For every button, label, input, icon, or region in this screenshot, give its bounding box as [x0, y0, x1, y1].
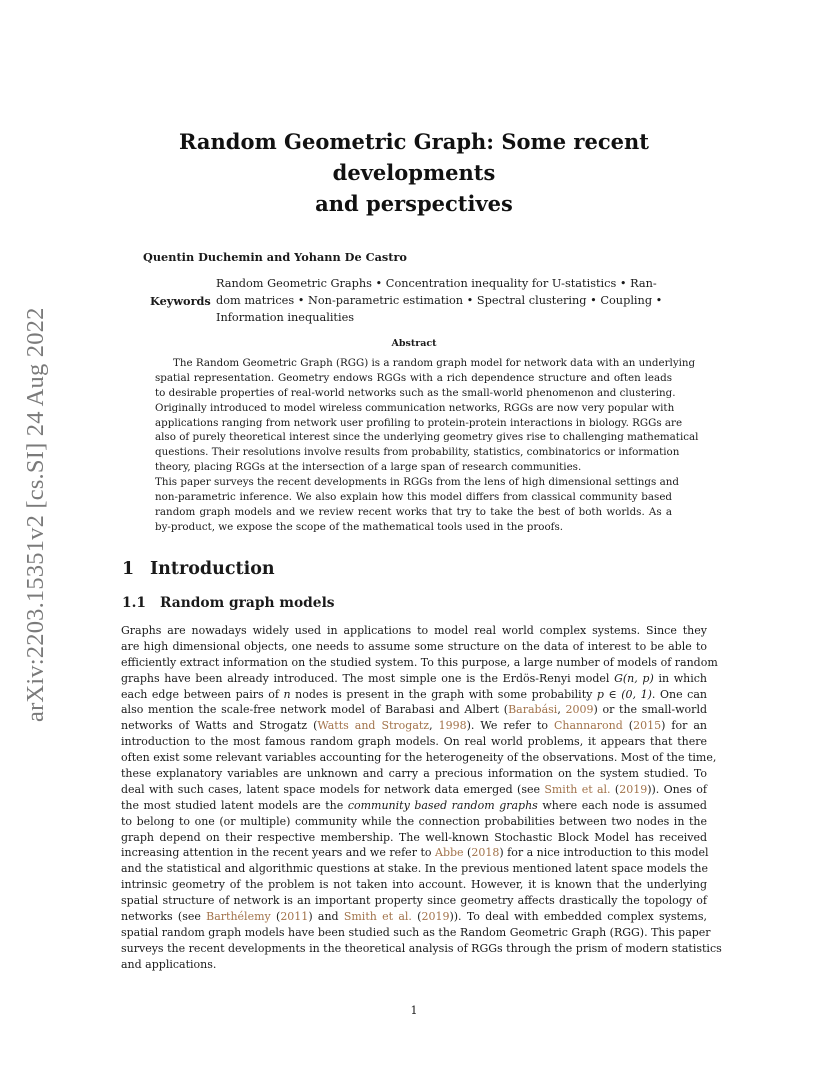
text: ( [270, 910, 281, 924]
keywords-line-1: Random Geometric Graphs • Concentration inequality for U-statistics • Ran- [216, 277, 657, 290]
citation-link[interactable]: 2009 [565, 703, 594, 717]
math-n: n [283, 687, 291, 701]
keywords-label: Keywords [150, 294, 211, 308]
body-line [121, 671, 707, 687]
citation-link[interactable]: Channarond [554, 719, 623, 733]
body-line: are high dimensional objects, one needs to assume some structure on the data of interest to be able to [121, 639, 707, 653]
abstract-line: non-parametric inference. We also explain how this model differs from classical community based [155, 491, 672, 504]
keywords-line-2: dom matrices • Non-parametric estimation • Spectral clustering • Coupling • [216, 294, 663, 307]
text: in which [653, 671, 707, 685]
abstract-line: questions. Their resolutions involve results from probability, statistics, combinatorics or information [155, 446, 680, 459]
text: , [429, 719, 439, 733]
section-title: Introduction [150, 559, 275, 579]
citation-link[interactable]: 2011 [280, 910, 309, 924]
text: each edge between pairs of [121, 687, 284, 701]
citation-link[interactable]: 2018 [471, 846, 500, 860]
body-line: graph depend on their respective membership. The well-known Stochastic Block Model has received [121, 830, 707, 844]
title-line-2: and perspectives [315, 191, 513, 216]
paper-title [110, 126, 718, 219]
body-line [121, 702, 707, 718]
citation-link[interactable]: 2019 [421, 910, 450, 924]
body-line: spatial random graph models have been studied such as the Random Geometric Graph (RGG). This paper [121, 925, 711, 939]
text: ( [610, 782, 620, 796]
body-line: efficiently extract information on the studied system. To this purpose, a large number of models of random [121, 655, 718, 669]
text: the most studied latent models are the [121, 798, 348, 812]
subsection-number: 1.1 [122, 595, 147, 611]
text: )). To deal with embedded complex systems, [449, 910, 707, 924]
math-p-interval: p ∈ (0, 1) [596, 687, 652, 701]
citation-link[interactable]: Abbe [435, 846, 464, 860]
body-line: and the statistical and algorithmic questions at stake. In the previous mentioned latent space models the [121, 862, 708, 876]
text: where each node is assumed [537, 798, 707, 812]
body-line [121, 798, 707, 814]
abstract-line: spatial representation. Geometry endows RGGs with a rich dependence structure and often leads [155, 371, 672, 384]
abstract-line: also of purely theoretical interest since the underlying geometry gives rise to challenging mathematical [155, 431, 699, 444]
body-line: spatial structure of network is an important property since geometry affects drastically the topology of [121, 894, 707, 908]
text: networks of Watts and Strogatz ( [121, 719, 318, 733]
body-line [121, 718, 707, 734]
text: ) for a nice introduction to this model [499, 846, 709, 860]
body-line: intrinsic geometry of the problem is not taken into account. However, it is known that the underlying [121, 878, 707, 892]
citation-link[interactable]: Barthélemy [206, 910, 271, 924]
body-line: to belong to one (or multiple) community while the connection probabilities between two nodes in the [121, 814, 707, 828]
page-number: 1 [410, 1004, 418, 1017]
text: ( [411, 910, 422, 924]
text: ( [463, 846, 472, 860]
abstract-heading: Abstract [391, 338, 437, 349]
abstract-line: Originally introduced to model wireless communication networks, RGGs are now very popular with [155, 401, 675, 414]
abstract-line: applications ranging from network user profiling to protein-protein interactions in biology. RGGs are [155, 416, 683, 429]
text: ). We refer to [466, 719, 554, 733]
text: deal with such cases, latent space models for network data emerged (see [121, 782, 545, 796]
abstract-line: to desirable properties of real-world networks such as the small-world phenomenon and clustering. [155, 386, 676, 399]
text: ) and [308, 910, 344, 924]
subsection-title: Random graph models [160, 595, 335, 611]
citation-link[interactable]: Barabási [508, 703, 558, 717]
text: )). Ones of [647, 782, 707, 796]
body-text [121, 623, 722, 973]
abstract-line: This paper surveys the recent developments in RGGs from the lens of high dimensional settings and [155, 476, 679, 489]
title-line-1: Random Geometric Graph: Some recent developments [179, 129, 649, 185]
body-line [121, 782, 707, 798]
citation-link[interactable]: Smith et al. [343, 910, 412, 924]
citation-link[interactable]: Smith et al. [544, 782, 611, 796]
citation-link[interactable]: 1998 [438, 719, 467, 733]
abstract-line: The Random Geometric Graph (RGG) is a random graph model for network data with an underlying [173, 357, 696, 369]
math-erdos-renyi-model: G(n, p) [614, 671, 654, 685]
abstract-line: random graph models and we review recent works that try to take the best of both worlds. As a [155, 505, 672, 518]
text: , [557, 703, 566, 717]
emphasis: community based random graphs [347, 798, 538, 812]
citation-link[interactable]: Watts and Strogatz [317, 719, 430, 733]
text: also mention the scale-free network model of Barabasi and Albert ( [121, 703, 509, 717]
body-line: these explanatory variables are unknown and carry a precious information on the system studied. To [121, 767, 707, 781]
text: graphs have been already introduced. The most simple one is the Erdös-Renyi model [121, 671, 610, 685]
section-number: 1 [122, 559, 135, 579]
citation-link[interactable]: 2015 [633, 719, 662, 733]
body-line [121, 845, 707, 861]
citation-link[interactable]: 2019 [619, 782, 648, 796]
text: networks (see [121, 910, 207, 924]
body-line: often exist some relevant variables accounting for the heterogeneity of the observations. Most of the time, [121, 751, 717, 765]
subsection-heading-random-graph-models [122, 595, 335, 611]
arxiv-identifier-stamp: arXiv:2203.15351v2 [cs.SI] 24 Aug 2022 [22, 307, 49, 723]
abstract-line: theory, placing RGGs at the intersection of a large span of research communities. [155, 461, 582, 474]
text: ) for an [661, 719, 707, 733]
text: ( [622, 719, 634, 733]
body-line: Graphs are nowadays widely used in applications to model real world complex systems. Since they [121, 624, 707, 637]
body-line [121, 909, 707, 925]
body-line: surveys the recent developments in the theoretical analysis of RGGs through the prism of modern statistics [121, 941, 722, 955]
text: . One can [651, 687, 707, 701]
keywords-line-3: Information inequalities [216, 311, 355, 324]
text: increasing attention in the recent years and we refer to [121, 846, 435, 860]
authors: Quentin Duchemin and Yohann De Castro [143, 250, 407, 264]
abstract-text [155, 356, 699, 535]
body-line [121, 687, 707, 703]
body-line: and applications. [121, 957, 217, 971]
text: nodes is present in the graph with some probability [290, 687, 597, 701]
section-heading-introduction [122, 559, 275, 579]
text: ) or the small-world [593, 703, 707, 717]
body-line: introduction to the most famous random graph models. On real world problems, it appears that there [121, 735, 707, 749]
abstract-line: by-product, we expose the scope of the mathematical tools used in the proofs. [155, 520, 564, 533]
